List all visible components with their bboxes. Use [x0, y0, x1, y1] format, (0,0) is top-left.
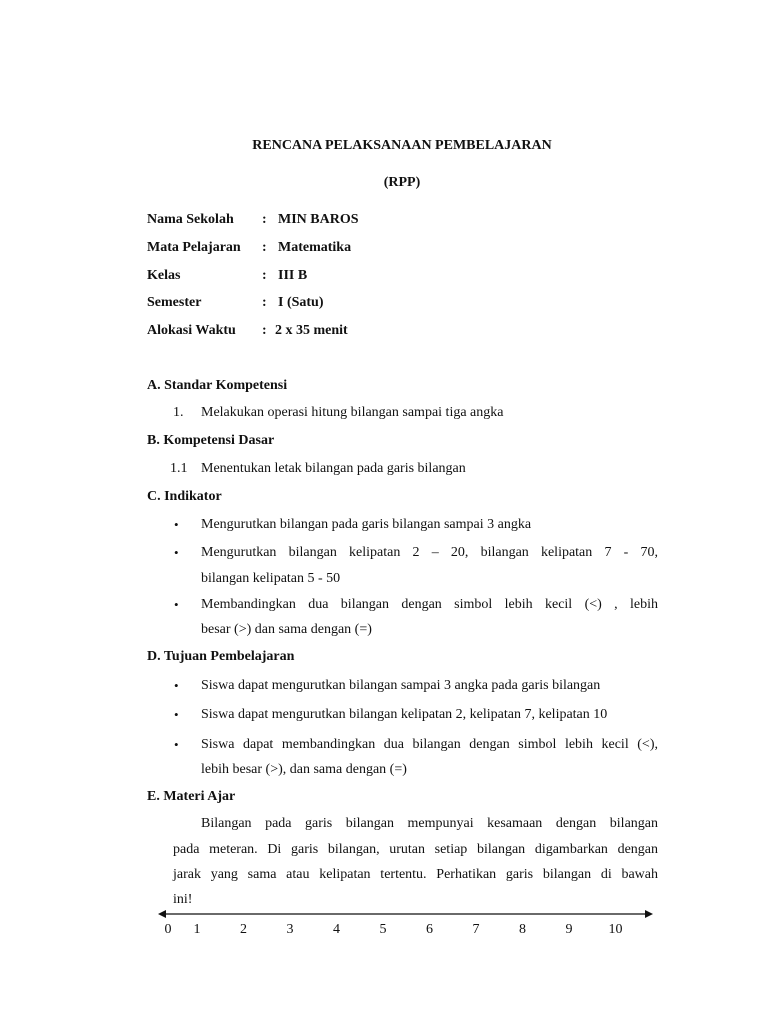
paragraph-line: jarak yang sama atau kelipatan tertentu. Perhatikan garis bilangan di bawah	[173, 867, 658, 882]
identity-value: 2 x 35 menit	[275, 323, 348, 338]
number-line-label: 8	[519, 922, 526, 937]
number-line-label: 7	[472, 922, 480, 937]
number-line-label: 6	[426, 922, 433, 937]
identity-label: Alokasi Waktu	[147, 323, 236, 338]
list-item: Siswa dapat mengurutkan bilangan kelipatan 2, kelipatan 7, kelipatan 10	[201, 707, 608, 722]
identity-separator: :	[262, 268, 267, 283]
number-line-label: 9	[565, 922, 573, 937]
section-heading-tujuan-pembelajaran: D. Tujuan Pembelajaran	[147, 649, 295, 664]
identity-separator: :	[262, 212, 267, 227]
identity-value: I (Satu)	[278, 295, 324, 310]
bullet-icon: •	[174, 517, 179, 532]
left-arrow-icon	[158, 910, 166, 918]
page-subtitle: (RPP)	[383, 175, 421, 190]
bullet-icon: •	[174, 707, 179, 722]
list-item: Mengurutkan bilangan kelipatan 2 – 20, bilangan kelipatan 7 - 70,	[201, 545, 658, 560]
bullet-icon: •	[174, 678, 179, 693]
list-item: Membandingkan dua bilangan dengan simbol lebih kecil (<) , lebih	[201, 597, 658, 612]
number-line-label: 1	[193, 922, 201, 937]
list-item: Menentukan letak bilangan pada garis bilangan	[201, 461, 466, 476]
bullet-icon: •	[174, 597, 179, 612]
identity-value: Matematika	[278, 240, 352, 255]
number-line-label: 4	[333, 922, 340, 937]
paragraph-line: ini!	[173, 892, 193, 907]
identity-label: Semester	[147, 295, 202, 310]
right-arrow-icon	[645, 910, 653, 918]
identity-label: Kelas	[147, 268, 181, 283]
list-number: 1.1	[170, 461, 188, 476]
paragraph-line: pada meteran. Di garis bilangan, urutan setiap bilangan digambarkan dengan	[173, 842, 658, 857]
bullet-icon: •	[174, 545, 179, 560]
number-line-label: 5	[379, 922, 387, 937]
list-item: Melakukan operasi hitung bilangan sampai tiga angka	[201, 405, 504, 420]
list-item-continuation: bilangan kelipatan 5 - 50	[201, 571, 341, 586]
page-title: RENCANA PELAKSANAAN PEMBELAJARAN	[252, 138, 552, 153]
paragraph-line: Bilangan pada garis bilangan mempunyai kesamaan dengan bilangan	[201, 816, 658, 831]
identity-label: Mata Pelajaran	[147, 240, 241, 255]
list-item: Mengurutkan bilangan pada garis bilangan sampai 3 angka	[201, 517, 532, 532]
list-item-continuation: lebih besar (>), dan sama dengan (=)	[201, 762, 407, 777]
list-item-continuation: besar (>) dan sama dengan (=)	[201, 622, 372, 637]
list-number: 1.	[173, 405, 184, 420]
number-line-label: 10	[608, 922, 623, 937]
list-item: Siswa dapat mengurutkan bilangan sampai 3 angka pada garis bilangan	[201, 678, 601, 693]
section-heading-materi-ajar: E. Materi Ajar	[147, 789, 236, 804]
number-line-label: 3	[286, 922, 294, 937]
section-heading-indikator: C. Indikator	[147, 489, 222, 504]
identity-separator: :	[262, 295, 267, 310]
identity-separator: :	[262, 323, 267, 338]
identity-value: III B	[278, 268, 308, 283]
number-line-label: 0	[164, 922, 172, 937]
bullet-icon: •	[174, 737, 179, 752]
identity-separator: :	[262, 240, 267, 255]
identity-label: Nama Sekolah	[147, 212, 234, 227]
section-heading-kompetensi-dasar: B. Kompetensi Dasar	[147, 433, 275, 448]
identity-value: MIN BAROS	[278, 212, 359, 227]
section-heading-standar-kompetensi: A. Standar Kompetensi	[147, 378, 288, 393]
list-item: Siswa dapat membandingkan dua bilangan dengan simbol lebih kecil (<),	[201, 737, 658, 752]
number-line-label: 2	[240, 922, 247, 937]
